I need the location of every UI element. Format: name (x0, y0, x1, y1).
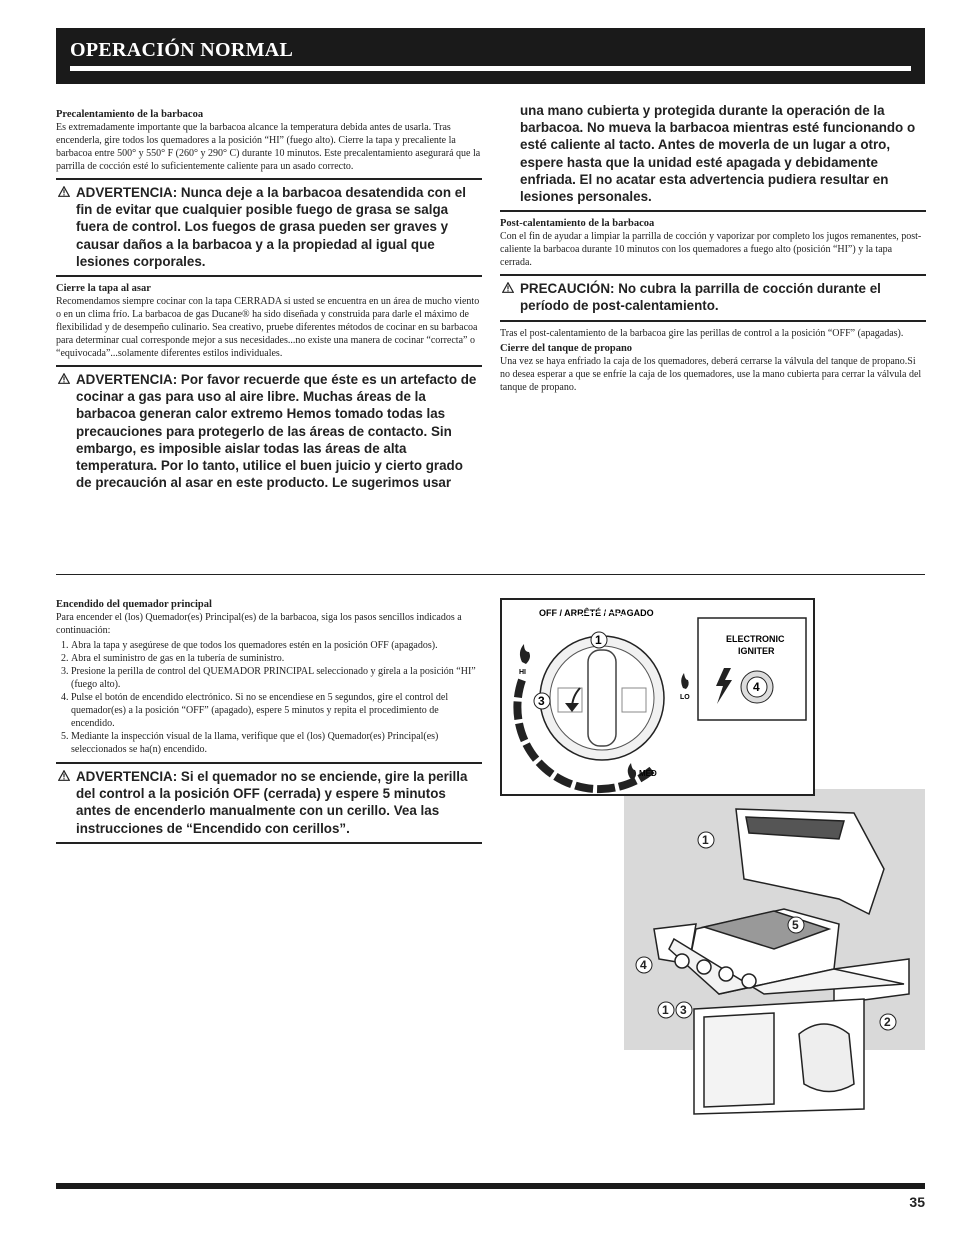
section-divider (56, 574, 925, 575)
tanque-text: Una vez se haya enfriado la caja de los quemadores, deberá cerrarse la válvula del tanque de propano.Si no desea esperar a que se enfríe la caja de los quemadores, use la mano cubierta para cerrar la válvula del tanque de propano. (500, 355, 922, 393)
header-rule (70, 66, 911, 71)
encendido-heading: Encendido del quemador principal (56, 599, 212, 610)
warning-3-text: ADVERTENCIA: Si el quemador no se enciende, gire la perilla del control a la posición OFF (cerrada) y espere 5 minutos antes de encenderlo manualmente con un cerillo. Vea las instrucciones de “Encendido con cerillos”. (76, 769, 468, 836)
control-knob-diagram (500, 598, 815, 796)
hi-label: HI (519, 669, 526, 676)
grill-callout: 1 (702, 833, 709, 847)
step-item: 4. Pulse el botón de encendido electrónico. Si no se encendiese en 5 segundos, gire el control del quemador(es) a la posición “OFF” (apagado), espere 5 minutos y repita el procedimiento de encendido. (71, 691, 482, 730)
step-item: 5. Mediante la inspección visual de la llama, verifique que el (los) Quemador(es) Principal(es) seleccionados se ha(n) encendido. (71, 730, 482, 756)
cierre-text: Recomendamos siempre cocinar con la tapa CERRADA si usted se encuentra en un área de mucho viento o en un clima frío. La barbacoa de gas Ducane® ha sido diseñada y construida para darle el máximo de flexibilidad y de desempeño culinario. Sea creativo, pruebe diferentes métodos de cocinar en su barbacoa para determinar cual corresponde mejor a sus necesidades...no existe una manera de cocinar “correcta” o “equivocada”...solamente diferentes estilos individuales. (56, 296, 480, 360)
igniter-callout-4: 4 (753, 680, 760, 694)
step-item: 2. Abra el suministro de gas en la tubería de suministro. (71, 652, 482, 665)
right-column-top (500, 102, 926, 396)
grill-callout: 3 (680, 1003, 687, 1017)
precaution-text: PRECAUCIÓN: No cubra la parrilla de cocción durante el período de post-calentamiento. (520, 281, 881, 314)
grill-callout: 1 (662, 1003, 669, 1017)
section-title: OPERACIÓN NORMAL (70, 39, 294, 61)
knob-callout-1: 1 (595, 633, 602, 647)
step-item: 3. Presione la perilla de control del QUEMADOR PRINCIPAL seleccionado y gírela a la posición “HI” (fuego alto). (71, 665, 482, 691)
grill-callout: 5 (792, 918, 799, 932)
lo-label: LO (680, 694, 690, 701)
warning-2-cont-text: una mano cubierta y protegida durante la operación de la barbacoa. No mueva la barbacoa mientras esté funcionando o esté caliente al tacto. Antes de moverla de un lugar a otro, espere hasta que la unidad esté apagada y debidamente enfriada. El no acatar esta advertencia pudiera resultar en lesiones personales. (520, 103, 916, 205)
grill-illustration (624, 789, 925, 1119)
section-header (56, 28, 925, 84)
precal-text: Es extremadamente importante que la barbacoa alcance la temperatura debida antes de usarla. Tras encenderla, gire todos los quemadores a la posición “HI” (fuego alto). Cierre la tapa y precaliente la barbacoa entre 500° y 550° F (260° y 290° C) durante 10 minutos. Este precalentamiento asegurará que la parrilla de cocción esté lo suficientemente caliente para un asado correcto. (56, 122, 481, 172)
steps-list (56, 639, 482, 756)
flame-icon-med (628, 763, 636, 780)
precal-heading: Precalentamiento de la barbacoa (56, 109, 204, 120)
footer-bar (56, 1183, 925, 1189)
off-label: OFF / ARRÊTÉ / APAGADO (539, 608, 654, 618)
igniter-label: IGNITER (738, 646, 775, 656)
cierre-heading: Cierre la tapa al asar (56, 283, 151, 295)
encendido-intro: Para encender el (los) Quemador(es) Principal(es) de la barbacoa, siga los pasos sencillos indicados a continuación: (56, 612, 462, 636)
warning-3 (56, 762, 482, 844)
warning-1 (56, 178, 482, 277)
grill-callout: 4 (640, 958, 647, 972)
med-label: MED (639, 769, 657, 778)
precaution (500, 274, 926, 321)
igniter-label: ELECTRONIC (726, 634, 785, 644)
left-column-bottom (56, 598, 482, 849)
flame-icon-hi (520, 644, 530, 664)
step-item: 1. Abra la tapa y asegúrese de que todos los quemadores estén en la posición OFF (apagados). (71, 639, 482, 652)
grill-callout: 2 (884, 1015, 891, 1029)
left-column-top (56, 108, 482, 501)
post-text: Con el fin de ayudar a limpiar la parrilla de cocción y vaporizar por completo los jugos remanentes, post-caliente la barbacoa durante 10 minutos con los quemadores a fuego alto (posición “HI”) y la tapa cerrada. (500, 231, 922, 269)
warning-2-continued (500, 102, 926, 212)
knob-callout-3: 3 (538, 694, 545, 708)
warning-2 (56, 365, 482, 496)
tras-text: Tras el post-calentamiento de la barbacoa gire las perillas de control a la posición “OFF” (apagadas). (500, 327, 904, 339)
warning-1-text: ADVERTENCIA: Nunca deje a la barbacoa desatendida con el fin de evitar que cualquier posible fuego de grasa se salga fuera de control. Los fuegos de grasa pueden ser graves y causar daños a la barbacoa y a la propiedad al igual que lesiones corporales. (76, 185, 466, 269)
tanque-heading: Cierre del tanque de propano (500, 342, 633, 354)
post-heading: Post-calentamiento de la barbacoa (500, 218, 655, 230)
warning-2-text: ADVERTENCIA: Por favor recuerde que éste es un artefacto de cocinar a gas para uso al aire libre. Muchas áreas de la barbacoa generan calor extremo Hemos tomado todas las precauciones para protegerlo de las áreas de contacto. Sin embargo, es imposible aislar todas las áreas de alta temperatura. Por lo tanto, utilice el buen juicio y cierto grado de precaución al asar en este producto. Le sugerimos usar (76, 372, 477, 491)
page-number: 35 (909, 1194, 925, 1210)
